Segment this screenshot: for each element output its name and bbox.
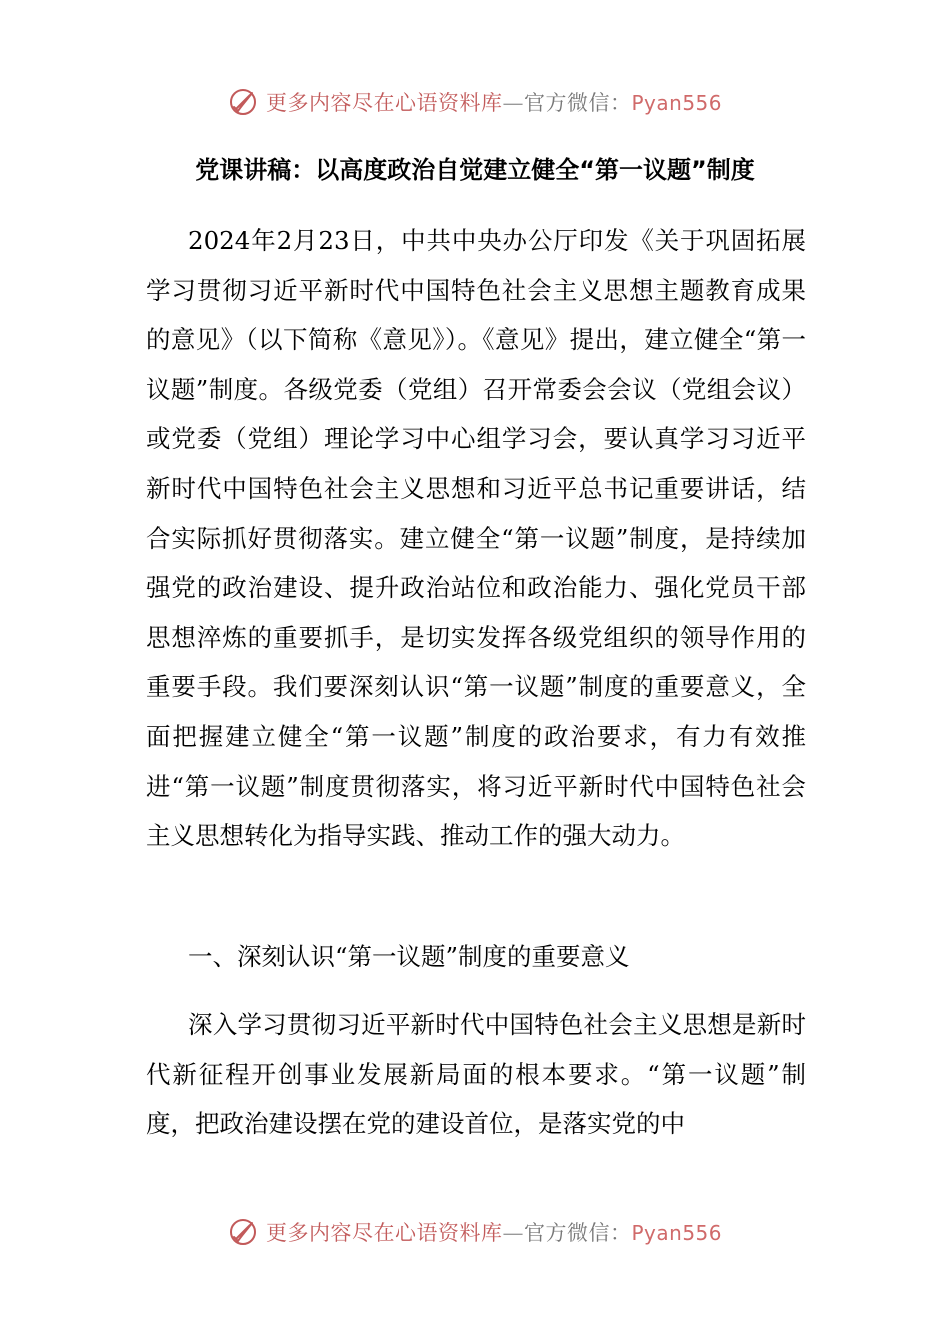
watermark-label: 官方微信：: [523, 1221, 632, 1245]
header-watermark: [0, 82, 950, 122]
watermark-wechat-id: Pyan556: [631, 91, 722, 115]
watermark-label: 官方微信：: [523, 91, 632, 115]
watermark-site-text: 更多内容尽在心语资料库: [265, 91, 503, 115]
watermark-wechat-id: Pyan556: [631, 1221, 722, 1245]
quill-logo-icon: [228, 87, 258, 117]
watermark-separator: —: [502, 91, 524, 115]
section-paragraph: 深入学习贯彻习近平新时代中国特色社会主义思想是新时代新征程开创事业发展新局面的根本要求。“第一议题”制度，把政治建设摆在党的建设首位，是落实党的中: [146, 1010, 806, 1139]
footer-watermark: [0, 1212, 950, 1252]
section-heading: 一、深刻认识“第一议题”制度的重要意义: [188, 942, 630, 971]
watermark-site-text: 更多内容尽在心语资料库: [265, 1221, 503, 1245]
quill-logo-icon: [228, 1217, 258, 1247]
intro-paragraph: 2024年2月23日，中共中央办公厅印发《关于巩固拓展学习贯彻习近平新时代中国特色社会主义思想主题教育成果的意见》（以下简称《意见》）。《意见》提出，建立健全“第一议题”制度。各级党委（党组）召开常委会会议（党组会议）或党委（党组）理论学习中心组学习会，要认真学习习近平新时代中国特色社会主义思想和习近平总书记重要讲话，结合实际抓好贯彻落实。建立健全“第一议题”制度，是持续加强党的政治建设、提升政治站位和政治能力、强化党员干部思想淬炼的重要抓手，是切实发挥各级党组织的领导作用的重要手段。我们要深刻认识“第一议题”制度的重要意义，全面把握建立健全“第一议题”制度的政治要求，有力有效推进“第一议题”制度贯彻落实，将习近平新时代中国特色社会主义思想转化为指导实践、推动工作的强大动力。: [146, 226, 806, 851]
watermark-separator: —: [502, 1221, 524, 1245]
document-title: 党课讲稿：以高度政治自觉建立健全“第一议题”制度: [195, 156, 755, 184]
